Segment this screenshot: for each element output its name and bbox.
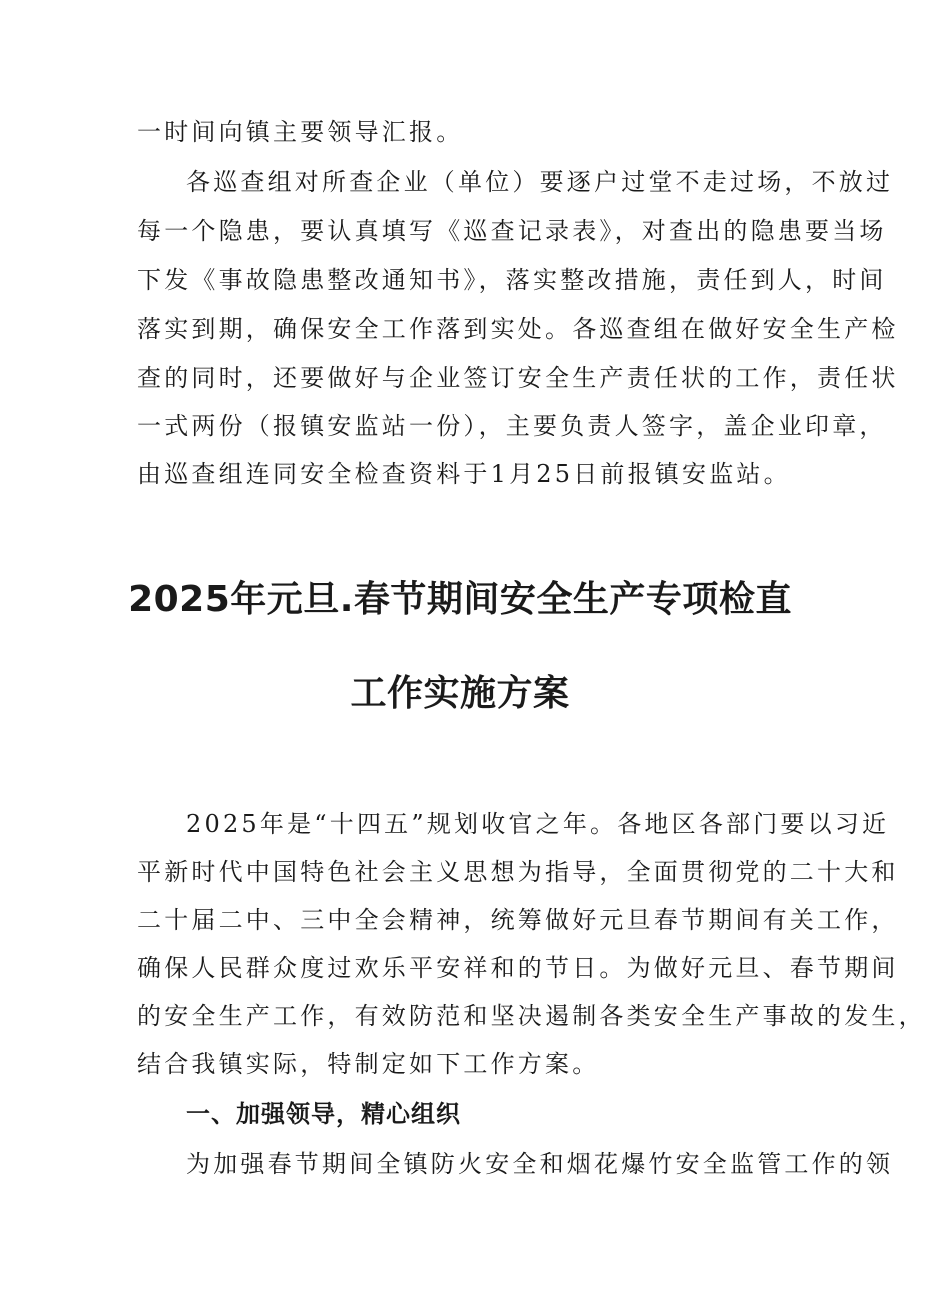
section-heading: 一、加强领导，精心组织 bbox=[186, 1100, 461, 1128]
paragraph-line: 为加强春节期间全镇防火安全和烟花爆竹安全监管工作的领 bbox=[186, 1150, 894, 1178]
paragraph-line: 确保人民群众度过欢乐平安祥和的节日。为做好元旦、春节期间 bbox=[137, 954, 899, 982]
paragraph-line: 结合我镇实际，特制定如下工作方案。 bbox=[137, 1050, 600, 1078]
paragraph-line: 一时间向镇主要领导汇报。 bbox=[137, 118, 464, 146]
paragraph-line: 2025年是“十四五”规划收官之年。各地区各部门要以习近 bbox=[186, 810, 890, 838]
paragraph-line: 一式两份（报镇安监站一份），主要负责人签字，盖企业印章， bbox=[137, 412, 887, 440]
document-title-line-2: 工作实施方案 bbox=[350, 673, 570, 714]
paragraph-line: 由巡查组连同安全检查资料于1月25日前报镇安监站。 bbox=[137, 460, 791, 488]
paragraph-line: 查的同时，还要做好与企业签订安全生产责任状的工作，责任状 bbox=[137, 364, 899, 392]
paragraph-line: 落实到期，确保安全工作落到实处。各巡查组在做好安全生产检 bbox=[137, 315, 899, 343]
paragraph-line: 二十届二中、三中全会精神，统筹做好元旦春节期间有关工作， bbox=[137, 906, 899, 934]
document-title-line-1: 2025年元旦.春节期间安全生产专项检直 bbox=[128, 579, 792, 620]
paragraph-line: 平新时代中国特色社会主义思想为指导，全面贯彻党的二十大和 bbox=[137, 858, 899, 886]
paragraph-line: 下发《事故隐患整改通知书》，落实整改措施，责任到人，时间 bbox=[137, 266, 887, 294]
paragraph-line: 各巡查组对所查企业（单位）要逐户过堂不走过场，不放过 bbox=[186, 168, 894, 196]
paragraph-line: 的安全生产工作，有效防范和坚决遏制各类安全生产事故的发生， bbox=[137, 1002, 926, 1030]
paragraph-line: 每一个隐患，要认真填写《巡查记录表》，对查出的隐患要当场 bbox=[137, 217, 887, 245]
